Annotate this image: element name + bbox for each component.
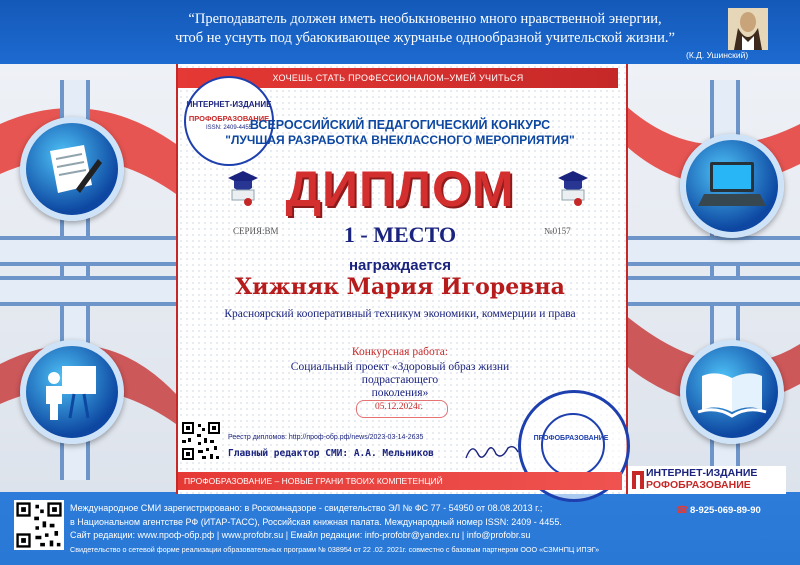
phone-number[interactable]: 8-925-069-89-90 <box>690 505 761 516</box>
quote-line-2: чтоб не уснуть под убаюкивающее журчанье однообразной учительской жизни.” <box>175 30 675 46</box>
work-label: Конкурсная работа: <box>351 346 449 358</box>
contest-name: "ЛУЧШАЯ РАЗРАБОТКА ВНЕКЛАССНОГО МЕРОПРИЯТИЯ" <box>225 133 575 147</box>
logo-issn: ISSN: 2409-4455 <box>205 125 253 131</box>
stamp-inner-ring <box>541 413 605 477</box>
work-title <box>260 361 540 400</box>
diploma-number: №0157 <box>544 226 571 236</box>
logo-line-2: ПРОФОБРАЗОВАНИЕ <box>188 114 270 123</box>
brand-line-2: РОФОБРАЗОВАНИЕ <box>646 479 751 491</box>
registry-link[interactable]: Реестр дипломов: http://проф-обр.рф/news/2023-03-14-2635 <box>228 434 424 441</box>
writing-icon <box>20 117 124 221</box>
footer-info <box>70 502 680 556</box>
qr-code-icon <box>180 420 222 462</box>
motto-text: ХОЧЕШЬ СТАТЬ ПРОФЕССИОНАЛОМ–УМЕЙ УЧИТЬСЯ <box>272 73 524 83</box>
brand-line-1: ИНТЕРНЕТ-ИЗДАНИЕ <box>646 467 758 479</box>
stamp-center-text: ПРОФОБРАЗОВАНИЕ <box>533 435 609 442</box>
footer-line-4: Свидетельство о сетевой форме реализации образовательных программ № 038954 от 22 .02. 2021г. совместно с базовым партнером ООО «СЗМНПЦ ИПЭГ» <box>70 544 600 554</box>
brand-p-icon <box>631 470 645 490</box>
teacher-board-icon <box>20 340 124 444</box>
place-label: 1 - МЕСТО <box>343 222 457 247</box>
footer-line-1: Международное СМИ зарегистрировано: в Роскомнадзоре - свидетельство ЭЛ № ФС 77 - 54950 от 08.08.2013 г.; <box>70 503 543 513</box>
series-label: СЕРИЯ:ВМ <box>233 226 279 236</box>
slogan-text: ПРОФОБРАЗОВАНИЕ – НОВЫЕ ГРАНИ ТВОИХ КОМПЕТЕНЦИЙ <box>184 476 443 486</box>
footer-line-3[interactable]: Сайт редакции: www.проф-обр.рф | www.profobr.su | Емайл редакции: info-profobr@yandex.ru | info@profobr.su <box>70 530 531 540</box>
chief-editor: Главный редактор СМИ: А.А. Мельников <box>228 448 434 459</box>
portrait-icon <box>728 8 768 50</box>
laptop-icon <box>680 134 784 238</box>
work-title-line-2: поколения» <box>371 387 429 399</box>
recipient-name: Хижняк Мария Игоревна <box>235 274 565 300</box>
quote-author: (К.Д. Ушинский) <box>686 50 749 60</box>
book-icon <box>680 340 784 444</box>
issue-date: 05.12.2024г. <box>375 402 423 412</box>
left-crossbar-bottom <box>0 276 178 306</box>
quote-line-1: “Преподаватель должен иметь необыкновенно много нравственной энергии, <box>188 11 662 27</box>
footer-line-2: в Национальном агентстве РФ (ИТАР-ТАСС), Российская книжная палата. Международный номер ISSN: 2409 - 4455. <box>70 516 562 527</box>
awarded-label: награждается <box>348 257 452 274</box>
right-crossbar-bottom <box>622 276 800 306</box>
signature-icon <box>462 440 522 464</box>
left-crossbar-top <box>0 236 178 266</box>
right-crossbar-top <box>622 236 800 266</box>
quote-text <box>130 10 720 48</box>
phone-icon: ☎ <box>676 505 689 516</box>
footer-qr-code-icon <box>14 500 64 550</box>
work-title-line-1: Социальный проект «Здоровый образ жизни подрастающего <box>290 361 510 386</box>
contest-title: ВСЕРОССИЙСКИЙ ПЕДАГОГИЧЕСКИЙ КОНКУРС <box>249 118 551 132</box>
diploma-title: ДИПЛОМ <box>285 161 515 217</box>
slogan-band <box>178 472 622 490</box>
logo-line-1: ИНТЕРНЕТ-ИЗДАНИЕ <box>186 100 272 109</box>
brand-banner <box>628 466 786 494</box>
organization: Красноярский кооперативный техникум экономики, коммерции и права <box>224 308 576 320</box>
